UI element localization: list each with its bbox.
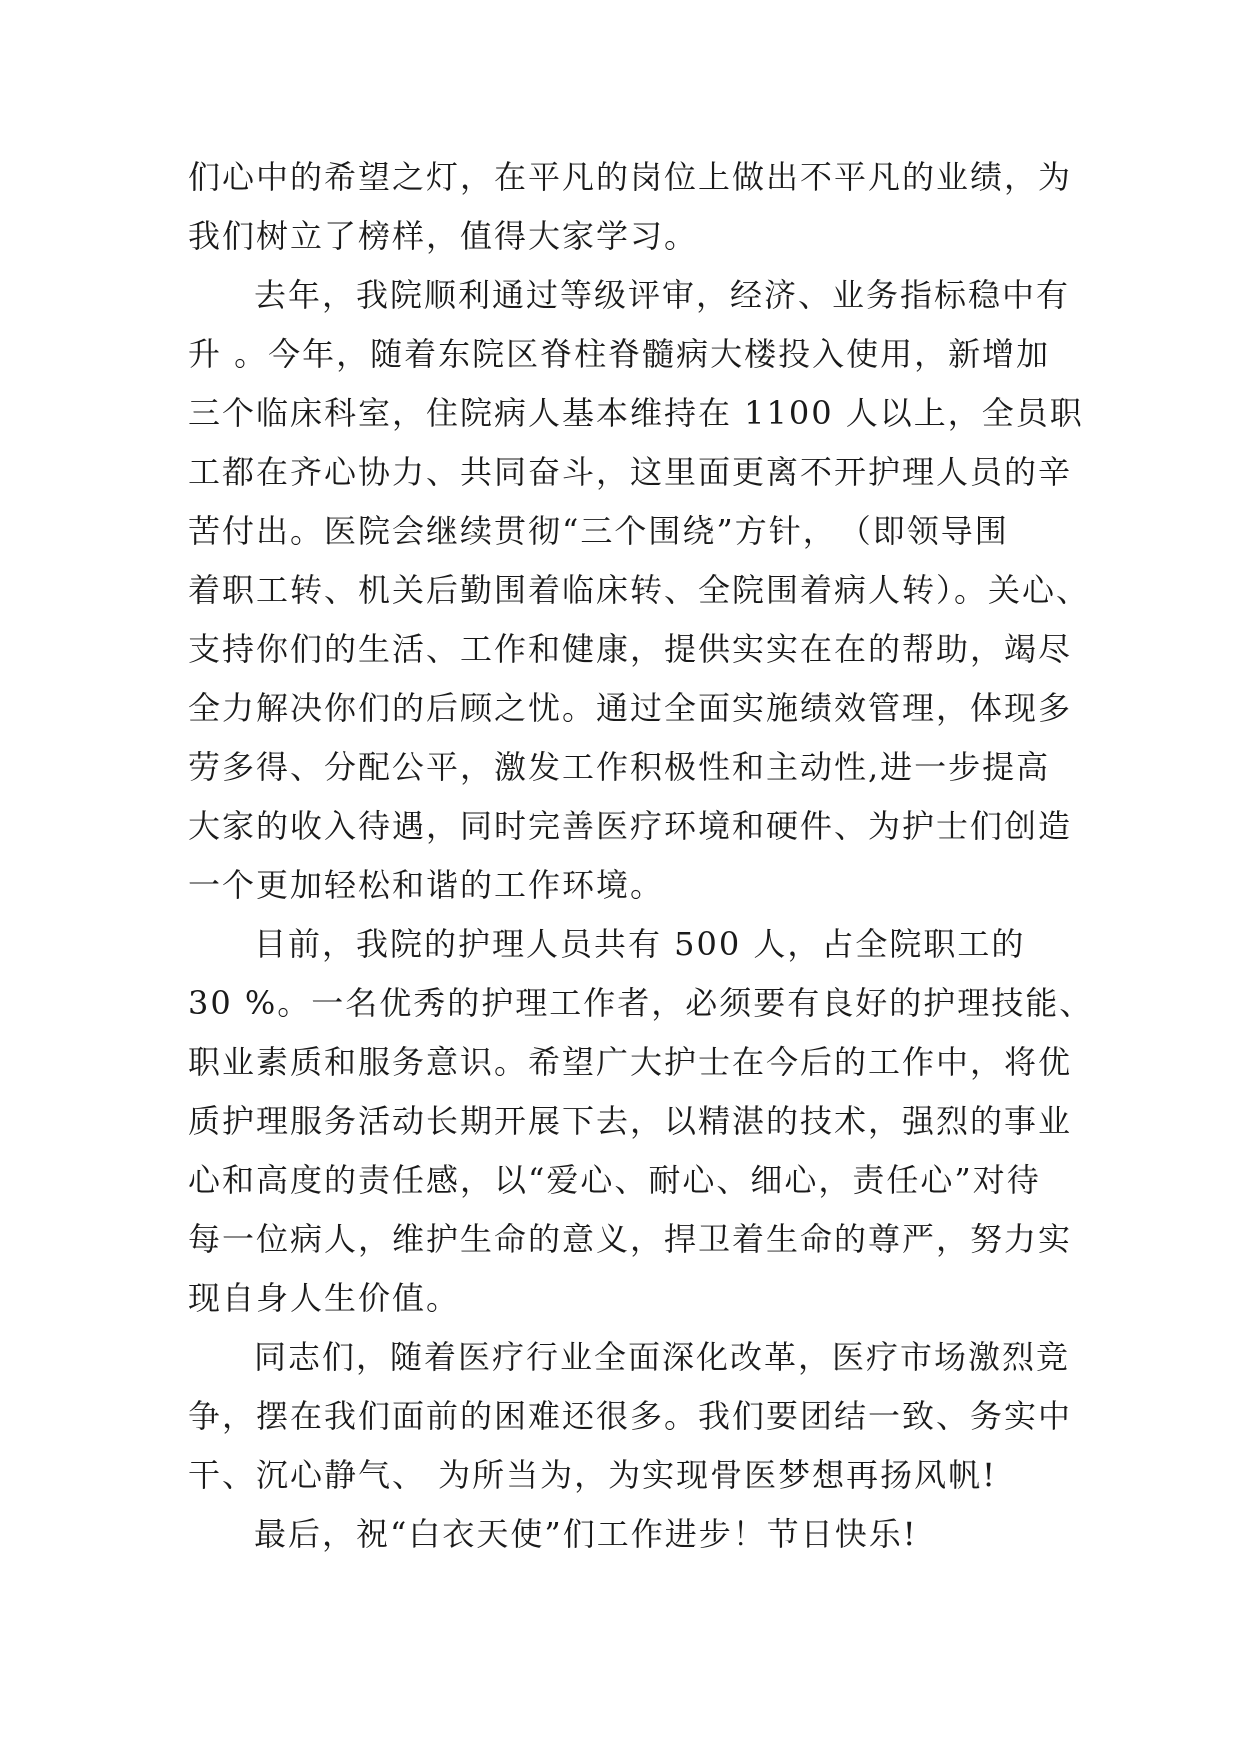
text-line: 我们树立了榜样，值得大家学习。 [188,217,699,255]
text-line: 支持你们的生活、工作和健康，提供实实在在的帮助，竭尽 [188,630,1073,668]
text-line: 30 %。一名优秀的护理工作者，必须要有良好的护理技能、 [188,984,1094,1022]
paragraph-start-line: 去年，我院顺利通过等级评审，经济、业务指标稳中有 [254,276,1071,314]
text-line: 心和高度的责任感，以“爱心、耐心、细心，责任心”对待 [188,1161,1041,1199]
text-line: 质护理服务活动长期开展下去，以精湛的技术，强烈的事业 [188,1102,1073,1140]
text-line: 们心中的希望之灯，在平凡的岗位上做出不平凡的业绩，为 [188,158,1073,196]
text-line: 一个更加轻松和谐的工作环境。 [188,866,665,904]
text-line: 升 。今年，随着东院区脊柱脊髓病大楼投入使用，新增加 [188,335,1051,373]
document-body [188,148,1094,1564]
text-line: 苦付出。医院会继续贯彻“三个围绕”方针， （即领导围 [188,512,1009,550]
text-line: 劳多得、分配公平，激发工作积极性和主动性,进一步提高 [188,748,1051,786]
text-line: 职业素质和服务意识。希望广大护士在今后的工作中，将优 [188,1043,1073,1081]
text-line: 每一位病人，维护生命的意义，捍卫着生命的尊严，努力实 [188,1220,1073,1258]
paragraph-start-line: 最后，祝“白衣天使”们工作进步！节日快乐! [254,1515,918,1553]
paragraph-start-line: 同志们，随着医疗行业全面深化改革，医疗市场激烈竞 [254,1338,1071,1376]
text-line: 干、沉心静气、 为所当为，为实现骨医梦想再扬风帆! [188,1456,998,1494]
paragraph-start-line: 目前，我院的护理人员共有 500 人，占全院职工的 [254,925,1026,963]
text-line: 现自身人生价值。 [188,1279,461,1317]
text-line: 争，摆在我们面前的困难还很多。我们要团结一致、务实中 [188,1397,1073,1435]
text-line: 大家的收入待遇，同时完善医疗环境和硬件、为护士们创造 [188,807,1073,845]
text-line: 全力解决你们的后顾之忧。通过全面实施绩效管理，体现多 [188,689,1073,727]
text-line: 三个临床科室，住院病人基本维持在 1100 人以上，全员职 [188,394,1084,432]
text-line: 着职工转、机关后勤围着临床转、全院围着病人转）。关心、 [188,571,1091,609]
text-line: 工都在齐心协力、共同奋斗，这里面更离不开护理人员的辛 [188,453,1073,491]
